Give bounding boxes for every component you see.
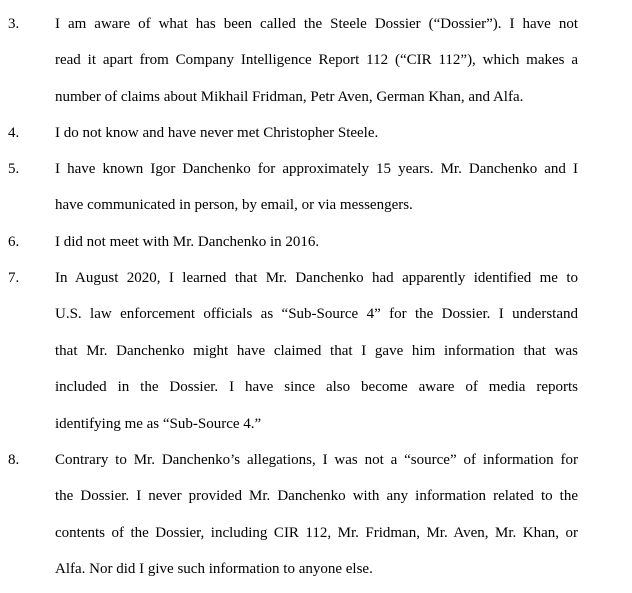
paragraph-text	[55, 115, 578, 151]
text-line: I have known Igor Danchenko for approximately 15 years. Mr. Danchenko and I	[55, 161, 578, 177]
paragraph-text	[55, 224, 578, 260]
text-line: have communicated in person, by email, or via messengers.	[55, 197, 413, 214]
text-line: I am aware of what has been called the Steele Dossier (“Dossier”). I have not	[55, 16, 578, 32]
text-line: that Mr. Danchenko might have claimed that I gave him information that was	[55, 342, 578, 359]
paragraph-number: 7.	[8, 270, 20, 286]
paragraph-number: 6.	[8, 234, 20, 250]
paragraph-number: 5.	[8, 161, 20, 177]
text-line: Contrary to Mr. Danchenko’s allegations, I was not a “source” of information for	[55, 452, 578, 468]
paragraph-number: 4.	[8, 125, 20, 141]
paragraph-text	[55, 6, 578, 115]
paragraph-text	[55, 151, 578, 224]
text-line: I do not know and have never met Christopher Steele.	[55, 125, 379, 141]
text-line: read it apart from Company Intelligence Report 112 (“CIR 112”), which makes a	[55, 52, 578, 69]
text-line: I did not meet with Mr. Danchenko in 2016.	[55, 234, 320, 250]
text-line: number of claims about Mikhail Fridman, Petr Aven, German Khan, and Alfa.	[55, 88, 524, 105]
paragraph-text	[55, 442, 578, 588]
text-line: identifying me as “Sub-Source 4.”	[55, 415, 262, 432]
text-line: included in the Dossier. I have since also become aware of media reports	[55, 379, 578, 396]
text-line: Alfa. Nor did I give such information to anyone else.	[55, 561, 373, 578]
text-line: In August 2020, I learned that Mr. Danchenko had apparently identified me to	[55, 270, 578, 286]
text-line: contents of the Dossier, including CIR 112, Mr. Fridman, Mr. Aven, Mr. Khan, or	[55, 524, 578, 541]
paragraph-number: 8.	[8, 452, 20, 468]
paragraph-number: 3.	[8, 16, 20, 32]
paragraph-text	[55, 260, 578, 442]
text-line: U.S. law enforcement officials as “Sub-Source 4” for the Dossier. I understand	[55, 306, 578, 323]
text-line: the Dossier. I never provided Mr. Danchenko with any information related to the	[55, 488, 578, 505]
